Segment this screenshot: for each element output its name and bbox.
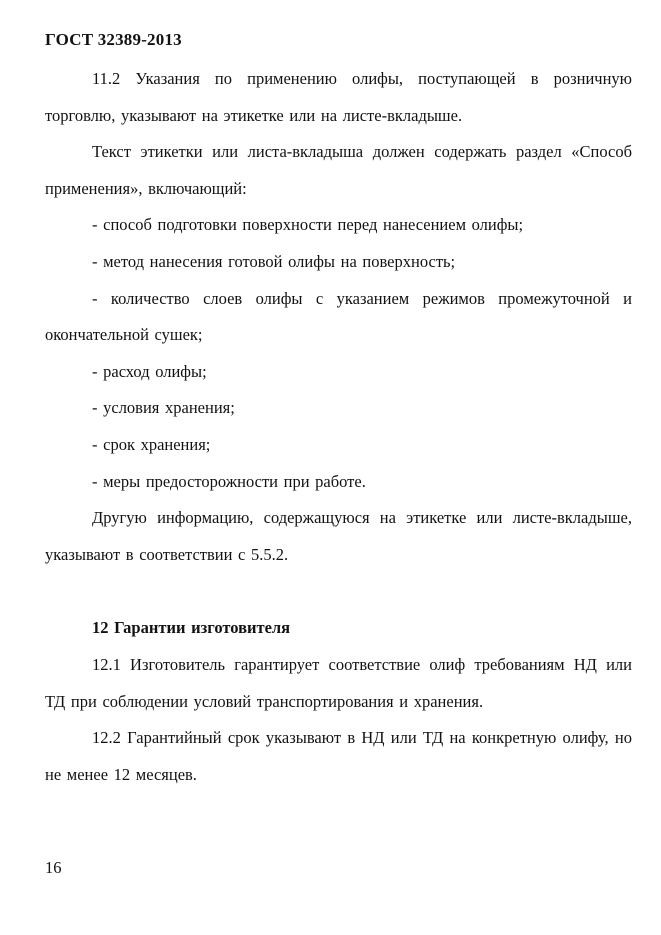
list-item-application-method: - метод нанесения готовой олифы на поверхность; <box>92 251 456 271</box>
document-title: ГОСТ 32389-2013 <box>45 30 182 49</box>
paragraph-12-1: 12.1 Изготовитель гарантирует соответствие олиф требованиям НД или ТД при соблюдении условий транспортирования и хранения. <box>45 654 632 711</box>
list-item-storage-conditions: - условия хранения; <box>92 398 235 418</box>
list-item-safety-precautions: - меры предосторожности при работе. <box>92 471 366 491</box>
list-item-surface-preparation: - способ подготовки поверхности перед нанесением олифы; <box>92 215 524 235</box>
paragraph-12-2: 12.2 Гарантийный срок указывают в НД или ТД на конкретную олифу, но не менее 12 месяцев. <box>45 728 632 784</box>
paragraph-other-information: Другую информацию, содержащуюся на этикетке или листе-вкладыше, указывают в соответствии с 5.5.2. <box>45 508 632 564</box>
paragraph-11-2: 11.2 Указания по применению олифы, поступающей в розничную торговлю, указывают на этикетке или на листе-вкладыше. <box>45 69 632 125</box>
list-item-layer-count: - количество слоев олифы с указанием режимов промежуточной и окончательной сушек; <box>45 288 632 345</box>
list-item-consumption: - расход олифы; <box>92 361 207 381</box>
section-heading-12: 12 Гарантии изготовителя <box>92 618 291 638</box>
paragraph-label-text-intro: Текст этикетки или листа-вкладыша должен содержать раздел «Способ применения», включающий: <box>45 142 632 198</box>
list-item-shelf-life: - срок хранения; <box>92 434 211 454</box>
document-body <box>45 30 632 793</box>
page-number: 16 <box>45 858 62 877</box>
